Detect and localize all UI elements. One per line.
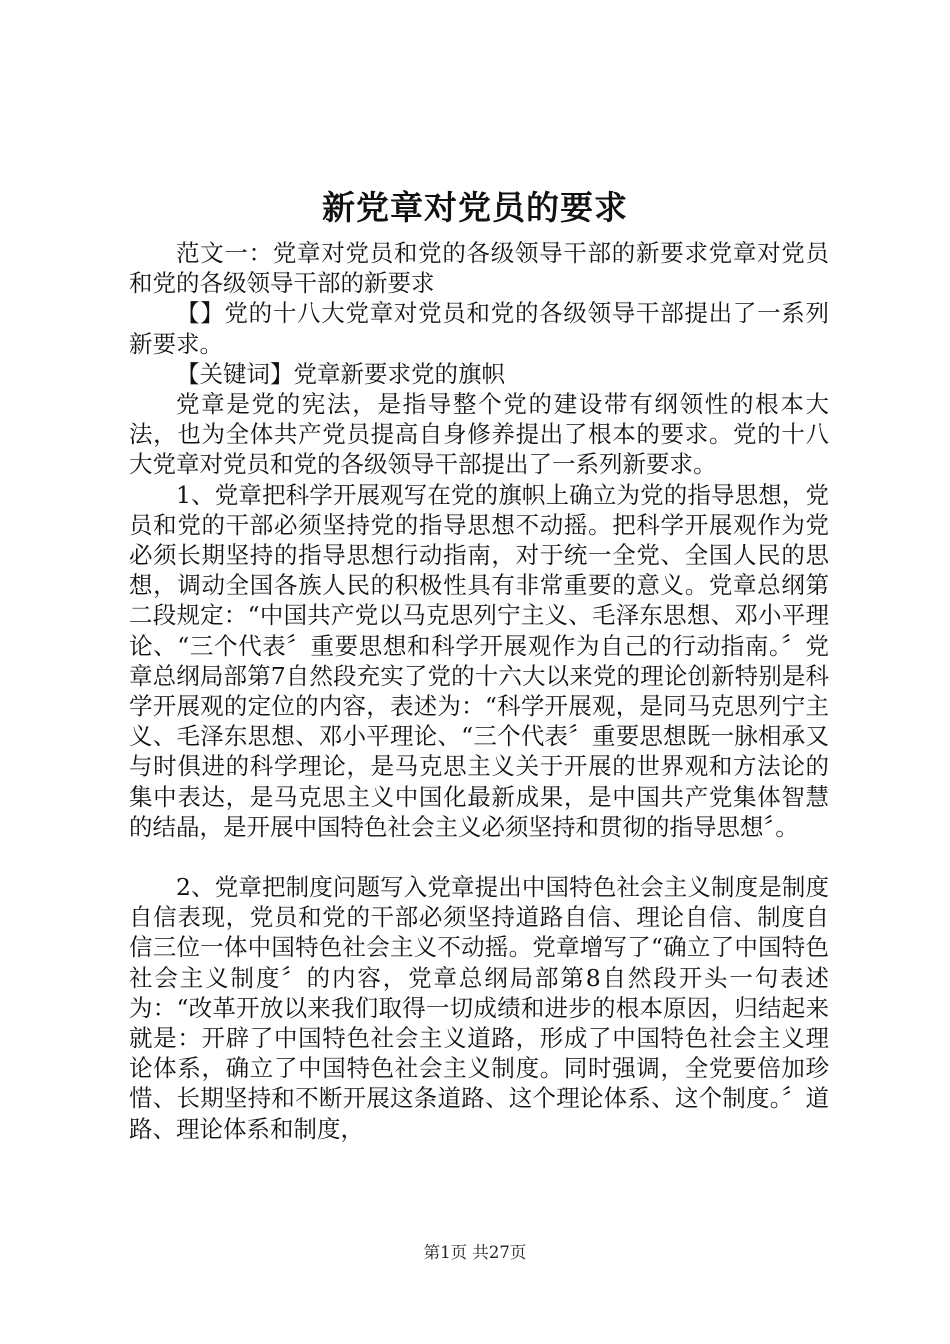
document-body (129, 238, 829, 1144)
document-title: 新党章对党员的要求 (322, 188, 628, 227)
paragraph-intro: 范文一：党章对党员和党的各级领导干部的新要求党章对党员和党的各级领导干部的新要求 (129, 239, 829, 298)
paragraph-abstract: 【】党的十八大党章对党员和党的各级领导干部提出了一系列新要求。 (129, 299, 829, 358)
paragraph-point-2: 2、党章把制度问题写入党章提出中国特色社会主义制度是制度自信表现，党员和党的干部必须坚持道路自信、理论自信、制度自信三位一体中国特色社会主义不动摇。党章增写了“确立了中国特色社会主义制度〞的内容，党章总纲局部第8自然段开头一句表述为：“改革开放以来我们取得一切成绩和进步的根本原因，归结起来就是：开辟了中国特色社会主义道路，形成了中国特色社会主义理论体系，确立了中国特色社会主义制度。同时强调，全党要倍加珍惜、长期坚持和不断开展这条道路、这个理论体系、这个制度。〞道路、理论体系和制度， (129, 873, 829, 1143)
paragraph-spacer (129, 842, 829, 872)
paragraph-keywords: 【关键词】党章新要求党的旗帜 (176, 359, 505, 388)
page-number: 第1页 共27页 (423, 1243, 527, 1262)
paragraph-constitution: 党章是党的宪法，是指导整个党的建设带有纲领性的根本大法，也为全体共产党员提高自身修养提出了根本的要求。党的十八大党章对党员和党的各级领导干部提出了一系列新要求。 (129, 390, 829, 479)
paragraph-point-1: 1、党章把科学开展观写在党的旗帜上确立为党的指导思想，党员和党的干部必须坚持党的指导思想不动摇。把科学开展观作为党必须长期坚持的指导思想行动指南，对于统一全党、全国人民的思想，调动全国各族人民的积极性具有非常重要的意义。党章总纲第二段规定：“中国共产党以马克思列宁主义、毛泽东思想、邓小平理论、“三个代表〞重要思想和科学开展观作为自己的行动指南。〞党章总纲局部第7自然段充实了党的十六大以来党的理论创新特别是科学开展观的定位的内容，表述为：“科学开展观，是同马克思列宁主义、毛泽东思想、邓小平理论、“三个代表〞重要思想既一脉相承又与时俱进的科学理论，是马克思主义关于开展的世界观和方法论的集中表达，是马克思主义中国化最新成果，是中国共产党集体智慧的结晶，是开展中国特色社会主义必须坚持和贯彻的指导思想〞。 (129, 480, 829, 841)
